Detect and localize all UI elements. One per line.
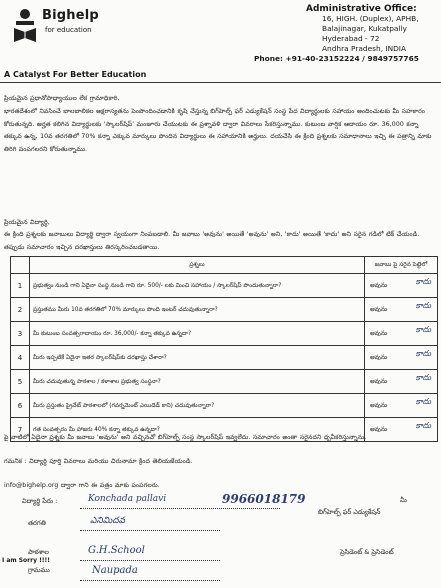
student-instructions: ఈ క్రింది ప్రశ్నలకు జవాబులు విద్యార్థి ద్వారా స్వయంగా నింపబడాలి. మీ జవాబు 'అవును' అయితే 'అవును' అని, 'కాదు' అయితే 'కాదు' అని సరైన గడిలో టిక్ చేయండి. తప్పుడు సమాచారం ఇచ్చిన దరఖాస్తులు తిరస్కరించబడతాయి. xyxy=(4,231,420,251)
question-text: గత సంవత్సరం మీ హాజరు 40% కన్నా తక్కువ ఉన్నదా? xyxy=(30,418,365,442)
sign-right-1: మీ xyxy=(400,496,407,504)
answer-option: అవును xyxy=(370,353,388,361)
student-name-value[interactable]: Konchada pallavi xyxy=(88,494,167,504)
answer-option: అవును xyxy=(370,305,388,313)
table-header-row xyxy=(11,257,438,274)
answer-option: అవును xyxy=(370,425,388,433)
question-text: మీరు ప్రస్తుతం ప్రైవేట్ పాఠశాలలో (గవర్నమెంట్ ఎయిడెడ్ కాని) చదువుతున్నారా? xyxy=(30,394,365,418)
question-text: మీరు ఇప్పటికే ఏదైనా ఇతర స్కాలర్‌షిప్‌కు దరఖాస్తు చేశారా? xyxy=(30,346,365,370)
questionnaire-table xyxy=(10,256,438,442)
answer-cell[interactable] xyxy=(365,370,438,394)
header-divider xyxy=(0,82,441,83)
office-phone: Phone: +91-40-23152224 / 9849757765 xyxy=(254,54,419,63)
school-line xyxy=(80,560,220,561)
school-label: పాఠశాల xyxy=(28,548,49,556)
handwritten-answer: కాదు xyxy=(415,397,431,406)
row-number: 2 xyxy=(11,298,30,322)
closing-note: గమనిక : విద్యార్థి పూర్తి వివరాలు మరియు చిరునామా క్రింద తెలియజేయండి. xyxy=(4,458,193,465)
question-header: ప్రశ్నలు xyxy=(30,257,365,274)
handwritten-answer: కాదు xyxy=(415,373,431,382)
student-salutation: ప్రియమైన విద్యార్థి, xyxy=(4,219,50,226)
handwritten-answer: కాదు xyxy=(415,421,431,430)
class-line xyxy=(80,530,220,531)
table-row xyxy=(11,370,438,394)
question-text: మీ కుటుంబ సంవత్సరాదాయం రూ. 36,000/- కన్నా తక్కువ ఉన్నదా? xyxy=(30,322,365,346)
address-line: Andhra Pradesh, INDIA xyxy=(322,44,407,53)
address-line: Balajinagar, Kukatpally xyxy=(322,24,407,33)
table-row xyxy=(11,322,438,346)
handwritten-answer: కాదు xyxy=(415,349,431,358)
answer-cell[interactable] xyxy=(365,346,438,370)
address-line: Hyderabad - 72 xyxy=(322,34,380,43)
office-title: Administrative Office: xyxy=(306,4,417,14)
table-row xyxy=(11,394,438,418)
closing-text: పై వాటిలో ఏదైనా ప్రశ్నకు మీ జవాబు 'అవును' అని వచ్చినచో బిగ్‌హెల్ప్ సంస్థ స్కాలర్‌షిప్ ఇవ్వలేదు. సమాచారం అంతా సరైనదని ధృవీకరిస్తున్నాను. xyxy=(4,434,367,441)
row-number: 7 xyxy=(11,418,30,442)
row-number: 4 xyxy=(11,346,30,370)
handwritten-answer: కాదు xyxy=(415,301,431,310)
side-note: I am Sorry !!!! xyxy=(2,557,51,564)
village-label: గ్రామము xyxy=(28,566,50,574)
school-value[interactable]: G.H.School xyxy=(88,545,145,556)
answer-option: అవును xyxy=(370,329,388,337)
tagline: A Catalyst For Better Education xyxy=(4,70,147,79)
address-line: 16, HIGH. (Duplex), APHB, xyxy=(322,14,419,23)
book-reader-icon xyxy=(12,8,38,44)
row-number: 6 xyxy=(11,394,30,418)
handwritten-answer: కాదు xyxy=(415,325,431,334)
answer-cell[interactable] xyxy=(365,298,438,322)
answer-header: జవాబు పై సరైన పెట్టెలో xyxy=(365,257,438,274)
brand-name: Bighelp xyxy=(42,8,99,23)
office-address xyxy=(248,4,438,64)
table-row xyxy=(11,298,438,322)
question-text: ప్రస్తుతము మీరు 10వ తరగతిలో 70% మార్కులు పొంది ఇంటర్ చదువుతున్నారా? xyxy=(30,298,365,322)
table-row xyxy=(11,274,438,298)
row-number: 1 xyxy=(11,274,30,298)
email-line: info@bighelp.org ద్వారా గాని ఈ పత్రం మాకు పంపగలరు. xyxy=(4,482,160,489)
handwritten-answer: కాదు xyxy=(415,277,431,286)
village-line xyxy=(80,580,220,581)
answer-option: అవును xyxy=(370,377,388,385)
student-phone-value[interactable]: 9966018179 xyxy=(222,492,306,506)
brand-sub: for education xyxy=(45,26,92,34)
answer-cell[interactable] xyxy=(365,394,438,418)
row-number: 3 xyxy=(11,322,30,346)
answer-cell[interactable] xyxy=(365,322,438,346)
bighelp-logo xyxy=(12,6,132,46)
class-label: తరగతి xyxy=(28,519,46,527)
student-name-line xyxy=(80,508,280,509)
class-value[interactable]: ఎనిమిదవ xyxy=(90,516,125,526)
question-text: ప్రభుత్వం నుండి గాని ఏదైనా సంస్థ నుండి గాని రూ. 500/- లకు మించి సహాయం / స్కాలర్‌షిప్ పొందుతున్నారా? xyxy=(30,274,365,298)
sign-right-3: ప్రెసిడెంట్ & ప్రెసిడెంట్ xyxy=(340,548,394,556)
letter-salutation: ప్రియమైన ప్రధానోపాధ్యాయుల లేక గ్రామాధికారి, xyxy=(4,95,120,102)
table-row xyxy=(11,346,438,370)
village-value[interactable]: Naupada xyxy=(92,565,138,576)
num-header xyxy=(11,257,30,274)
answer-cell[interactable] xyxy=(365,274,438,298)
student-name-label: విద్యార్థి పేరు : xyxy=(22,497,58,505)
row-number: 5 xyxy=(11,370,30,394)
question-text: మీరు చదువుతున్న పాఠశాల / కళాశాల ప్రభుత్వ సంస్థనా? xyxy=(30,370,365,394)
sign-right-2: బిగ్‌హెల్ప్ ఫర్ ఎడ్యుకేషన్ xyxy=(318,508,381,516)
answer-option: అవును xyxy=(370,281,388,289)
answer-option: అవును xyxy=(370,401,388,409)
letter-body: భారతదేశంలో నివసించే బాలబాలికల అక్షరాస్యతను పెంపొందించడానికి కృషి చేస్తున్న బిగ్‌హెల్ప్ ఫర్ ఎడ్యుకేషన్ సంస్థ పేద విద్యార్థులకు సహాయం అందించుటకు మీ సహకారం కోరుతున్నది. అర్హత కలిగిన విద్యార్థులకు 'స్కాలర్‌షిప్' మంజూరు చేయుటకు ఈ ప్రశ్నావళి ద్వారా వివరాలు సేకరిస్తున్నాము. కుటుంబ వార్షిక ఆదాయం రూ. 36,000 కన్నా తక్కువ ఉన్న, 10వ తరగతిలో 70% కన్నా ఎక్కువ మార్కులు పొందిన విద్యార్థులు ఈ సహాయానికి అర్హులు. దయచేసి ఈ క్రింది ప్రశ్నలకు సమాధానాలు ఇచ్చి ఈ పత్రాన్ని మాకు తిరిగి పంపగలరని కోరుతున్నాము. xyxy=(4,108,432,153)
